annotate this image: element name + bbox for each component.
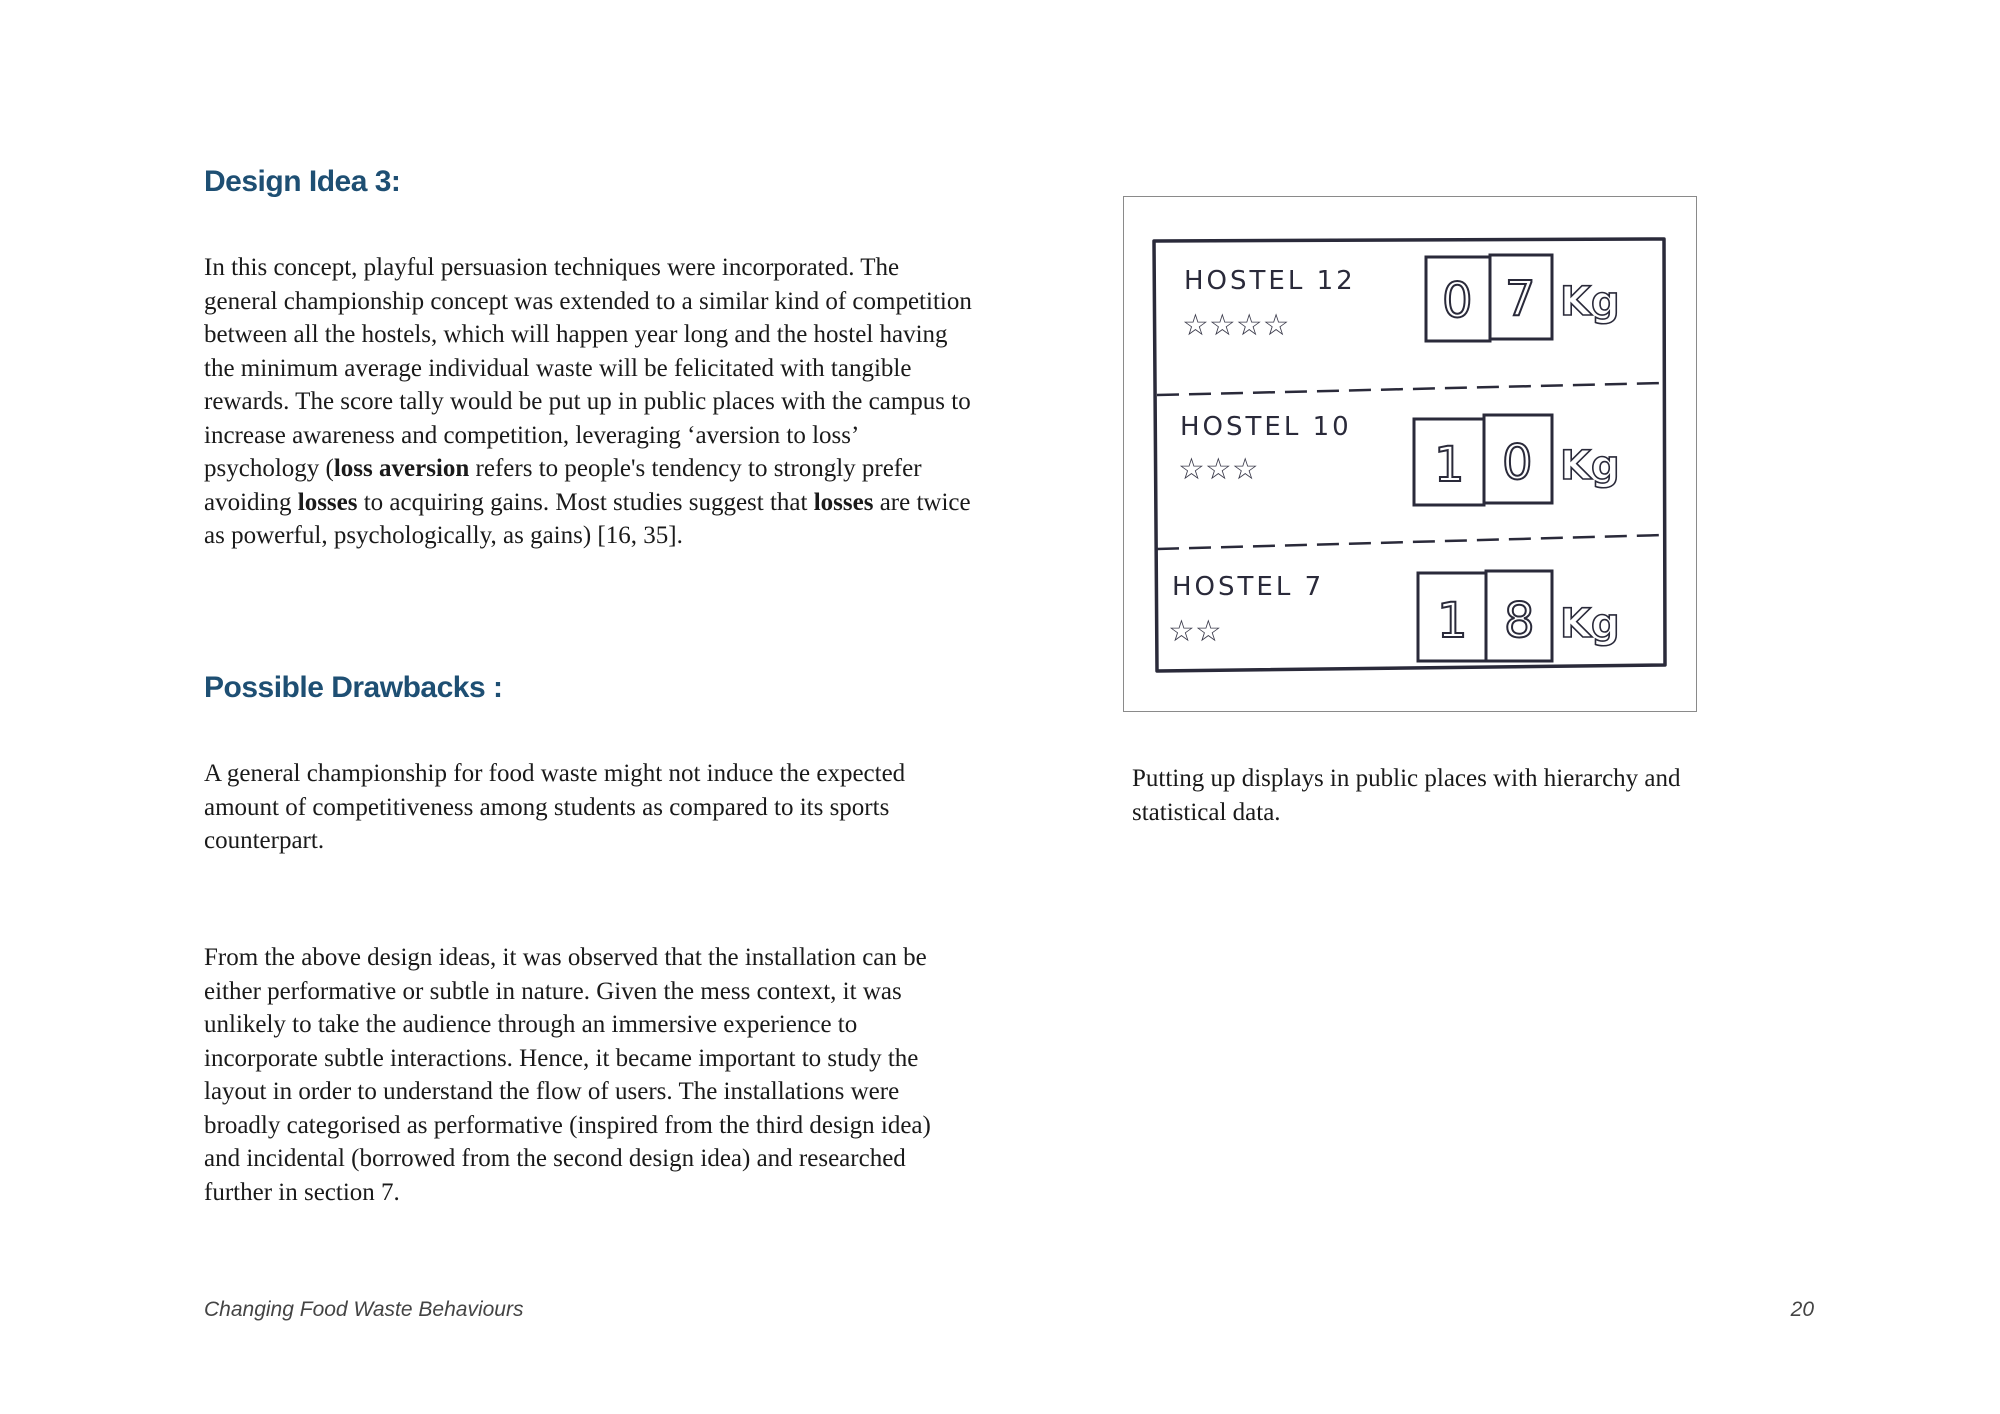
sketch-caption: Putting up displays in public places with hierarchy and statistical data. <box>1132 765 1681 826</box>
score-digit: 1 <box>1437 593 1468 649</box>
score-digit: 7 <box>1505 271 1536 327</box>
score-digit: 0 <box>1502 435 1533 491</box>
scoreboard-row-2 <box>1178 412 1620 505</box>
drawbacks-paragraph: A general championship for food waste might not induce the expected amount of competitiveness among students as compared to its sports counterpart. <box>204 760 906 854</box>
rating-stars: ☆☆ <box>1168 614 1222 649</box>
footer-document-title: Changing Food Waste Behaviours <box>204 1298 524 1321</box>
footer-page-number: 20 <box>1790 1298 1814 1321</box>
unit-label: Kg <box>1560 279 1620 325</box>
conclusion-paragraph: From the above design ideas, it was observed that the installation can be either performative or subtle in nature. Given the mess context, it was unlikely to take the audience through an immersive experience to incorporate subtle interactions. Hence, it became important to study the layout in order to understand the flow of users. The installations were broadly categorised as performative (inspired from the third design idea) and incidental (borrowed from the second design idea) and researched further in section 7. <box>204 944 931 1206</box>
hostel-label: HOSTEL 10 <box>1180 412 1352 442</box>
row-separator <box>1157 535 1664 549</box>
score-digit: 1 <box>1434 437 1465 493</box>
hostel-label: HOSTEL 7 <box>1172 572 1325 602</box>
design-idea-paragraph: In this concept, playful persuasion techniques were incorporated. The general championship concept was extended to a similar kind of competition between all the hostels, which will happen year long and the hostel having the minimum average individual waste will be felicitated with tangible rewards. The score tally would be put up in public places with the campus to increase awareness and competition, leveraging ‘aversion to loss’ psychology (loss aversion refers to people's tendency to strongly prefer avoiding losses to acquiring gains. Most studies suggest that losses are twice as powerful, psychologically, as gains) [16, 35]. <box>204 254 972 549</box>
scoreboard-row-1 <box>1182 255 1620 343</box>
rating-stars: ☆☆☆ <box>1178 452 1259 487</box>
rating-stars: ☆☆☆☆ <box>1182 308 1290 343</box>
hostel-label: HOSTEL 12 <box>1184 266 1356 296</box>
score-digit: 8 <box>1504 593 1535 649</box>
score-digit: 0 <box>1442 273 1473 329</box>
unit-label: Kg <box>1560 601 1620 647</box>
unit-label: Kg <box>1560 443 1620 489</box>
hostel-scoreboard-sketch <box>1123 196 1697 712</box>
scoreboard-row-3 <box>1168 571 1620 661</box>
drawbacks-heading: Possible Drawbacks : <box>204 671 503 704</box>
scoreboard-sketch-svg <box>1124 197 1695 710</box>
row-separator <box>1157 383 1664 395</box>
design-idea-heading: Design Idea 3: <box>204 165 401 198</box>
